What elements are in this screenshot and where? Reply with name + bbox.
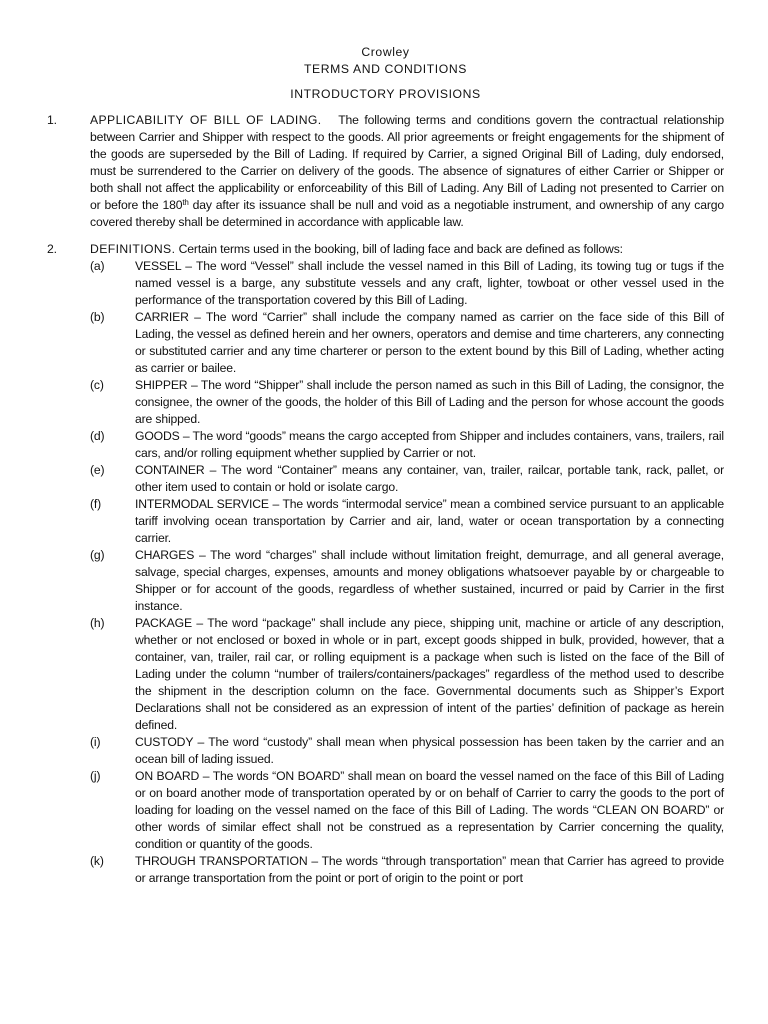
definition-item	[90, 734, 724, 768]
definitions-intro-line	[90, 241, 724, 258]
section-definitions	[47, 241, 724, 887]
definition-letter: (i)	[90, 735, 101, 749]
definition-text: CHARGES – The word “charges” shall include without limitation freight, demurrage, and all general average, salvage, special charges, expenses, amounts and money obligations whatsoever payable by or chargeable to Shipper or for account of the goods, regardless of whether sustained, incurred or paid by Carrier in the first instance.	[135, 548, 724, 613]
definition-text: VESSEL – The word “Vessel” shall include the vessel named in this Bill of Lading, its towing tug or tugs if the named vessel is a barge, any substitute vessels and any craft, lighter, towboat or other vessel used in the performance of the transportation covered by this Bill of Lading.	[135, 259, 724, 307]
definition-text: SHIPPER – The word “Shipper” shall include the person named as such in this Bill of Lading, the consignor, the consignee, the owner of the goods, the holder of this Bill of Lading and the person for whose account the goods are shipped.	[135, 378, 724, 426]
definitions-list	[90, 258, 724, 887]
definition-item	[90, 309, 724, 377]
definition-text: THROUGH TRANSPORTATION – The words “through transportation” mean that Carrier has agreed to provide or arrange transportation from the point or port of origin to the point or port	[135, 854, 724, 885]
document-title: TERMS AND CONDITIONS	[304, 62, 467, 76]
definition-text: PACKAGE – The word “package” shall include any piece, shipping unit, machine or article of any description, whether or not enclosed or boxed in whole or in part, except goods shipped in bulk, provided, however, that a container, van, trailer, rail car, or rolling equipment is a package when such is listed on the face of the Bill of Lading under the column “number of trailers/containers/packages” regardless of the method used to describe the shipment in the description column on the face. Governmental documents such as Shipper’s Export Declarations shall not be considered as an expression of intent of the parties’ definition of package as herein defined.	[135, 616, 724, 732]
definition-text: INTERMODAL SERVICE – The words “intermodal service” mean a combined service pursuant to an applicable tariff involving ocean transportation by Carrier and air, land, water or ocean transportation by a connecting carrier.	[135, 497, 724, 545]
definition-letter: (b)	[90, 310, 105, 324]
definition-letter: (f)	[90, 497, 102, 511]
definition-letter: (c)	[90, 378, 104, 392]
definition-letter: (j)	[90, 769, 101, 783]
definition-item	[90, 853, 724, 887]
definition-letter: (e)	[90, 463, 105, 477]
definition-letter: (g)	[90, 548, 105, 562]
definition-letter: (k)	[90, 854, 104, 868]
definition-item	[90, 258, 724, 309]
definition-text: CARRIER – The word “Carrier” shall include the company named as carrier on the face side of this Bill of Lading, the vessel as defined herein and her owners, operators and demise and time charterers, any connecting or substituted carrier and any time charterer or person to the extent bound by this Bill of Lading, whether acting as carrier or bailee.	[135, 310, 724, 375]
part-heading: INTRODUCTORY PROVISIONS	[290, 87, 481, 101]
definition-item	[90, 428, 724, 462]
section-heading: APPLICABILITY OF BILL OF LADING.	[90, 113, 322, 127]
company-name: Crowley	[361, 45, 410, 59]
section-number: 2.	[47, 242, 57, 256]
section-body	[90, 241, 724, 887]
definition-text: GOODS – The word “goods” means the cargo accepted from Shipper and includes containers, vans, trailers, rail cars, and/or rolling equipment whether supplied by Carrier or not.	[135, 429, 724, 460]
definitions-intro: Certain terms used in the booking, bill of lading face and back are defined as follows:	[178, 242, 623, 256]
definition-letter: (h)	[90, 616, 105, 630]
definition-item	[90, 768, 724, 853]
definition-text: CONTAINER – The word “Container” means any container, van, trailer, railcar, portable tank, rack, pallet, or other item used to contain or hold or isolate cargo.	[135, 463, 724, 494]
section-text-continued: day after its issuance shall be null and void as a negotiable instrument, and ownership of any cargo covered thereby shall be determined in accordance with applicable law.	[90, 198, 724, 229]
definition-letter: (d)	[90, 429, 105, 443]
definition-text: CUSTODY – The word “custody” shall mean when physical possession has been taken by the carrier and an ocean bill of lading issued.	[135, 735, 724, 766]
section-number: 1.	[47, 113, 57, 127]
section-text: The following terms and conditions govern the contractual relationship between Carrier and Shipper with respect to the goods. All prior agreements or freight engagements for the shipment of the goods are superseded by the Bill of Lading. If required by Carrier, a signed Original Bill of Lading, duly endorsed, must be surrendered to the Carrier on delivery of the goods. The absence of signatures of either Carrier or Shipper or both shall not affect the applicability or enforceability of this Bill of Lading. Any Bill of Lading not presented to Carrier on or before the 180	[90, 113, 724, 212]
definition-item	[90, 377, 724, 428]
section-body	[90, 112, 724, 231]
definition-text: ON BOARD – The words “ON BOARD” shall mean on board the vessel named on the face of this Bill of Lading or on board another mode of transportation operated by or on behalf of Carrier to carry the goods to the port of loading for loading on the vessel named on the face of this Bill of Lading. The words “CLEAN ON BOARD” or other words of similar effect shall not be construed as a representation by Carrier concerning the quality, condition or quantity of the goods.	[135, 769, 724, 851]
definition-letter: (a)	[90, 259, 105, 273]
definition-item	[90, 496, 724, 547]
section-applicability	[47, 112, 724, 231]
definition-item	[90, 462, 724, 496]
definition-item	[90, 615, 724, 734]
ordinal-suffix: th	[182, 198, 189, 207]
definition-item	[90, 547, 724, 615]
section-heading: DEFINITIONS.	[90, 242, 176, 256]
